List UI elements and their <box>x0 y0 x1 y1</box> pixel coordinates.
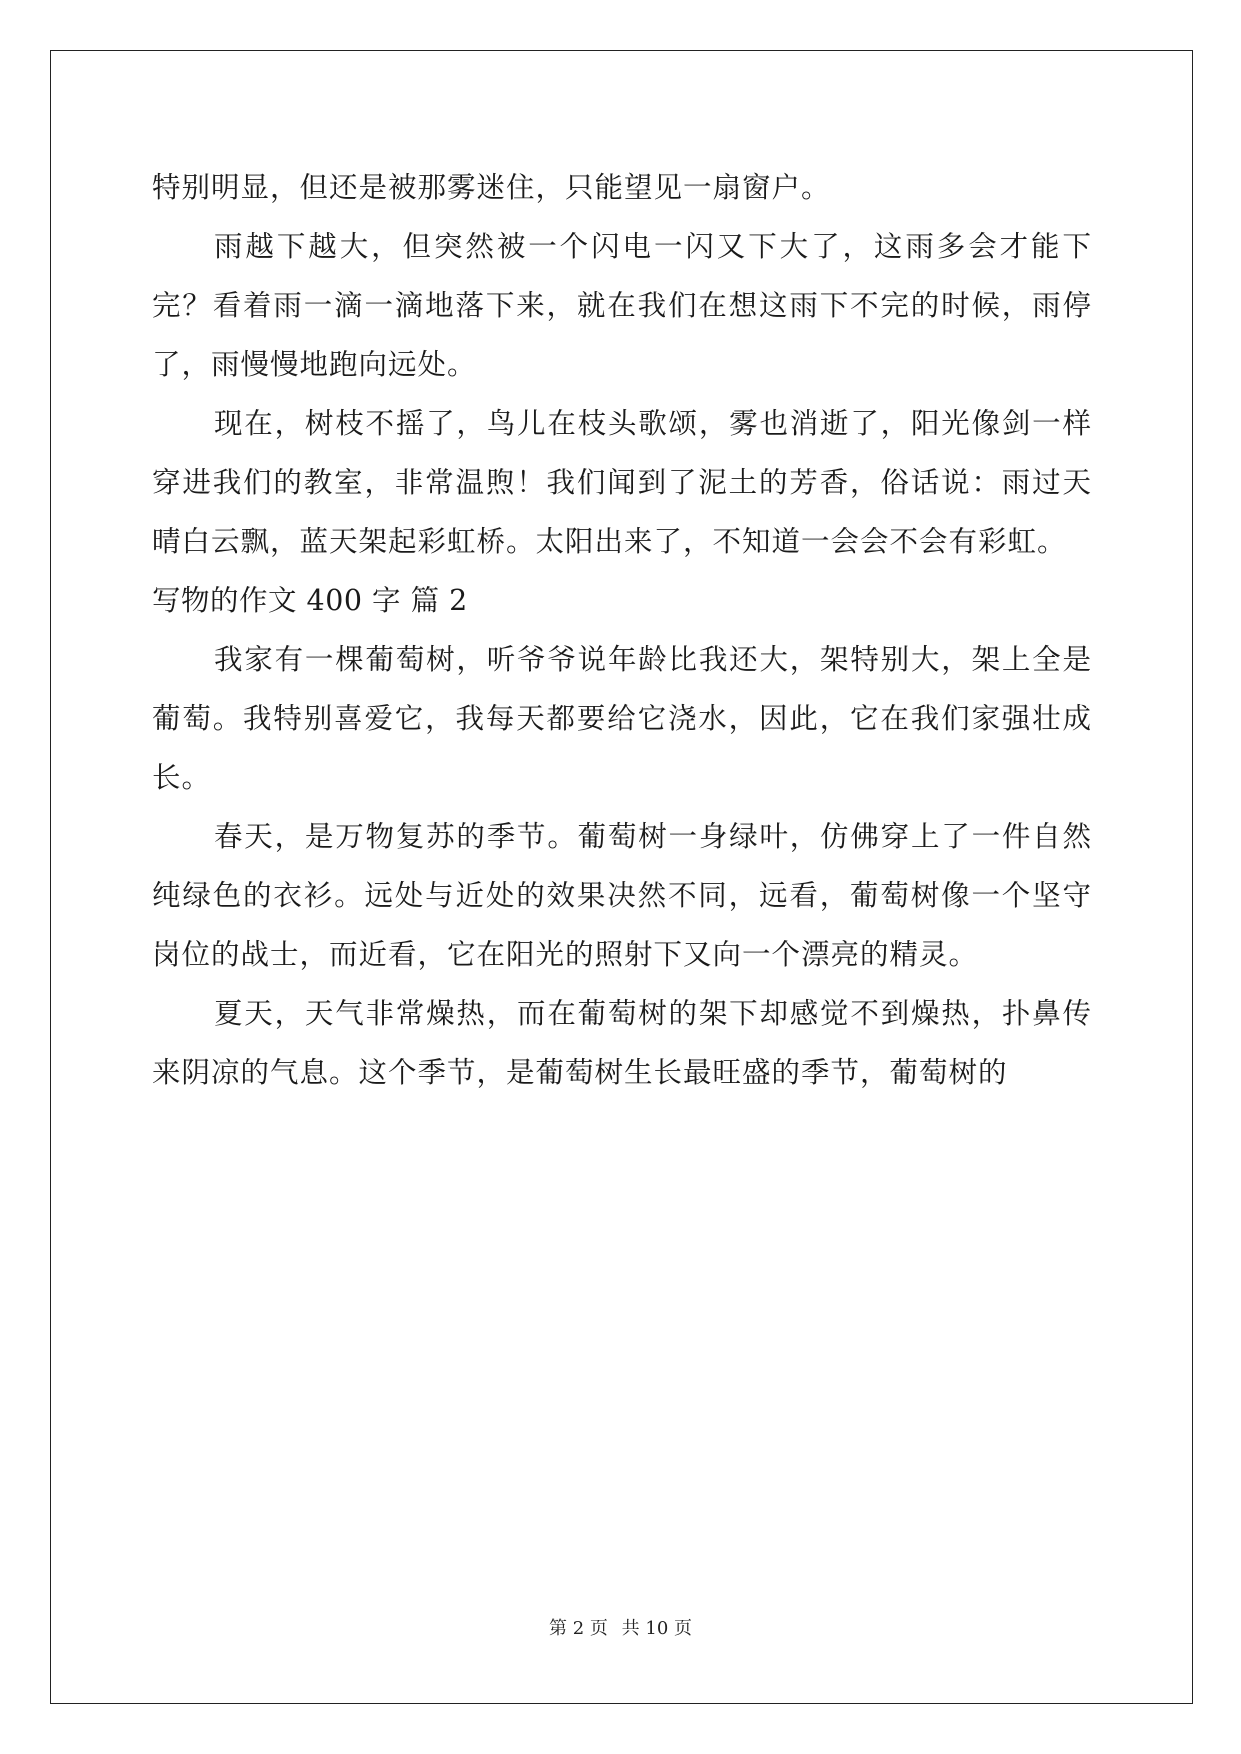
paragraph: 我家有一棵葡萄树，听爷爷说年龄比我还大，架特别大，架上全是葡萄。我特别喜爱它，我每天都要给它浇水，因此，它在我们家强壮成长。 <box>152 643 1092 794</box>
paragraph: 现在，树枝不摇了，鸟儿在枝头歌颂，雾也消逝了，阳光像剑一样穿进我们的教室，非常温煦！我们闻到了泥土的芳香，俗话说：雨过天晴白云飘，蓝天架起彩虹桥。太阳出来了，不知道一会会不会有彩虹。 <box>152 407 1092 558</box>
page-number: 第 2 页 <box>549 1618 608 1639</box>
section-heading: 写物的作文 400 字 篇 2 <box>152 584 468 617</box>
paragraph: 特别明显，但还是被那雾迷住，只能望见一扇窗户。 <box>152 171 831 204</box>
document-body <box>152 158 1092 1102</box>
total-pages: 共 10 页 <box>621 1618 692 1639</box>
paragraph: 夏天，天气非常燥热，而在葡萄树的架下却感觉不到燥热，扑鼻传来阴凉的气息。这个季节，是葡萄树生长最旺盛的季节，葡萄树的 <box>152 997 1092 1089</box>
paragraph: 春天，是万物复苏的季节。葡萄树一身绿叶，仿佛穿上了一件自然纯绿色的衣衫。远处与近处的效果决然不同，远看，葡萄树像一个坚守岗位的战士，而近看，它在阳光的照射下又向一个漂亮的精灵。 <box>152 820 1092 971</box>
page-footer <box>0 1614 1241 1640</box>
paragraph: 雨越下越大，但突然被一个闪电一闪又下大了，这雨多会才能下完？看着雨一滴一滴地落下来，就在我们在想这雨下不完的时候，雨停了，雨慢慢地跑向远处。 <box>152 230 1092 381</box>
